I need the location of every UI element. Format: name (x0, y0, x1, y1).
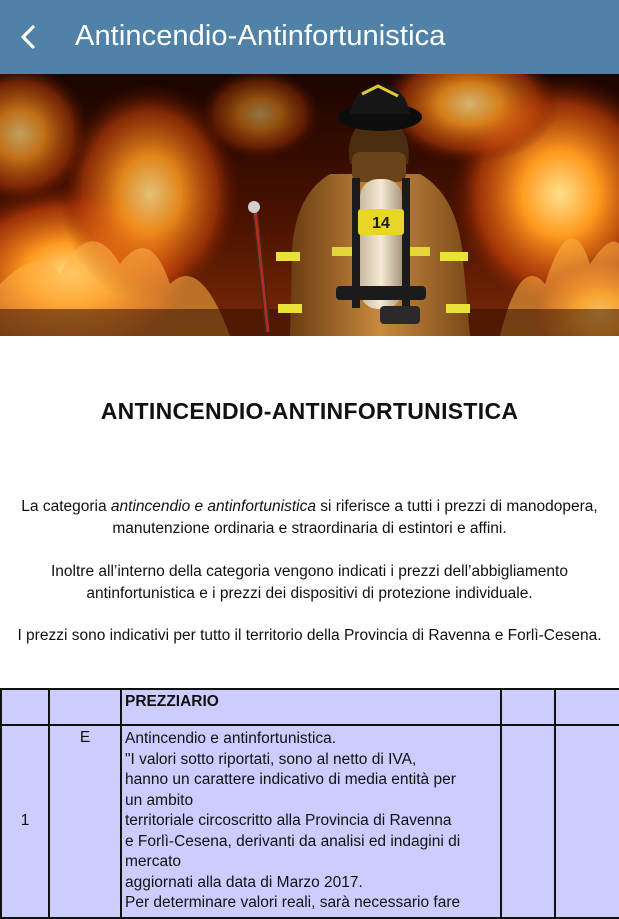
back-arrow-icon (17, 24, 39, 50)
header-cell-unit (501, 689, 555, 725)
intro-text-start: La categoria (21, 498, 111, 515)
description-line: Antincendio e antinfortunistica. (125, 730, 337, 747)
description-line: "I valori sotto riportati, sono al netto di IVA, (125, 750, 417, 768)
page-title: Antincendio-Antinfortunistica (75, 20, 446, 52)
description-line: e Forlì-Cesena, derivanti da analisi ed indagini di (125, 832, 461, 850)
description-line: Per determinare valori reali, sarà necessario fare (125, 894, 461, 911)
description-line: un ambito (125, 791, 194, 809)
app-bar (0, 0, 619, 74)
row-description-cell (121, 725, 501, 918)
intro-text-end: si riferisce a tutti i prezzi di manodopera, manutenzione ordinaria e straordinaria di estintori e affini. (112, 498, 598, 537)
description-line: hanno un carattere indicativo di media entità per (125, 771, 456, 788)
header-cell-prezziario: PREZZIARIO (121, 689, 501, 725)
intro-text-emphasis: antincendio e antinfortunistica (110, 498, 316, 515)
hero-badge-text: 14 (372, 215, 390, 232)
price-table (0, 688, 619, 919)
back-button[interactable] (8, 17, 48, 57)
table-header-row (1, 689, 619, 725)
table-row (1, 725, 619, 918)
description-line: aggiornati alla data di Marzo 2017. (125, 873, 363, 891)
header-cell-code (49, 689, 121, 725)
description-line: mercato (125, 853, 181, 870)
category-heading: ANTINCENDIO-ANTINFORTUNISTICA (100, 398, 519, 424)
description-line: territoriale circoscritto alla Provincia di Ravenna (125, 812, 452, 829)
row-price-cell (555, 725, 619, 918)
territory-paragraph: I prezzi sono indicativi per tutto il territorio della Provincia di Ravenna e Forlì-Cesena. (17, 627, 602, 644)
clothing-paragraph: Inoltre all’interno della categoria vengono indicati i prezzi dell’abbigliamento antinfortunistica e i prezzi dei dispositivi di protezione individuale. (51, 563, 568, 602)
row-code-cell: E (49, 725, 121, 918)
hero-image (0, 74, 619, 336)
header-cell-price (555, 689, 619, 725)
row-number-cell: 1 (1, 725, 49, 918)
header-cell-number (1, 689, 49, 725)
intro-paragraph (8, 496, 611, 540)
row-unit-cell (501, 725, 555, 918)
